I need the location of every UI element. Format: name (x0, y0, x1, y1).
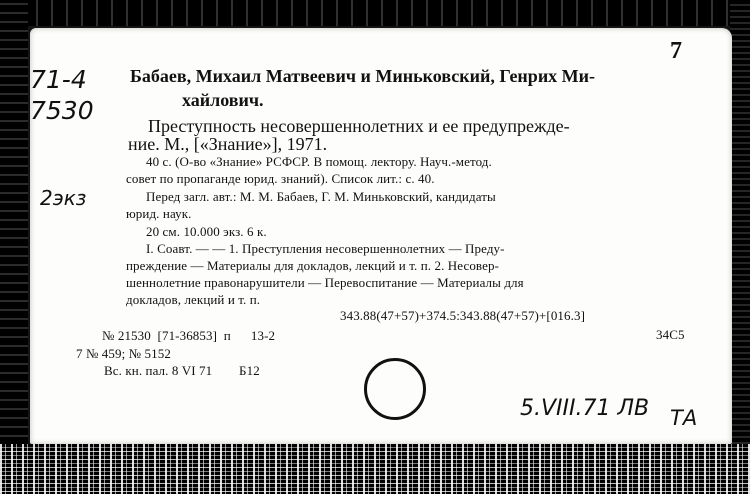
handwritten-date-note: 5.VIII.71 ЛВ (520, 396, 650, 421)
description-line-1: 40 с. (О-во «Знание» РСФСР. В помощ. лектору. Науч.-метод. (146, 154, 492, 169)
tracing-line-4: докладов, лекций и т. п. (126, 292, 261, 307)
classification-index: 343.88(47+57)+374.5:343.88(47+57)+[016.3] (340, 308, 586, 323)
scan-edge-left (0, 0, 28, 494)
tracing-line-1: I. Соавт. — — 1. Преступления несовершеннолетних — Преду- (146, 241, 505, 256)
description-line-5: 20 см. 10.000 экз. 6 к. (146, 224, 267, 239)
circular-stamp (364, 358, 426, 420)
description-line-3: Перед загл. авт.: М. М. Бабаев, Г. М. Миньковский, кандидаты (146, 189, 496, 204)
description-line-4: юрид. наук. (126, 206, 192, 221)
print-line: Вс. кн. пал. 8 VI 71 Б12 (104, 363, 260, 378)
title-line-1: Преступность несовершеннолетних и ее предупрежде- (148, 116, 570, 136)
author-heading-line-2: хайлович. (182, 90, 264, 110)
reference-line: 7 № 459; № 5152 (76, 346, 171, 361)
author-heading-line-1: Бабаев, Михаил Матвеевич и Миньковский, Генрих Ми- (130, 66, 596, 86)
tracing-line-3: шеннолетние правонарушители — Перевоспитание — Материалы для (126, 275, 524, 290)
handwritten-call-number: 71-4 7530 (30, 65, 94, 125)
card-number: 7 (670, 38, 682, 64)
description-line-2: совет по пропаганде юрид. знаний). Список лит.: с. 40. (126, 171, 435, 186)
scan-edge-bottom (0, 444, 750, 494)
order-line: № 21530 [71-36853] п 13-2 (102, 328, 276, 343)
scan-edge-right (730, 0, 750, 494)
title-line-2: ние. М., [«Знание»], 1971. (128, 134, 328, 154)
tracing-line-2: преждение — Материалы для докладов, лекций и т. п. 2. Несовер- (126, 258, 499, 273)
handwritten-initials: ТА (670, 406, 698, 430)
catalog-card (30, 28, 732, 444)
handwritten-copies-note: 2экз (40, 186, 87, 210)
scan-edge-top (0, 0, 750, 26)
cutter-number: 34С5 (656, 327, 685, 342)
